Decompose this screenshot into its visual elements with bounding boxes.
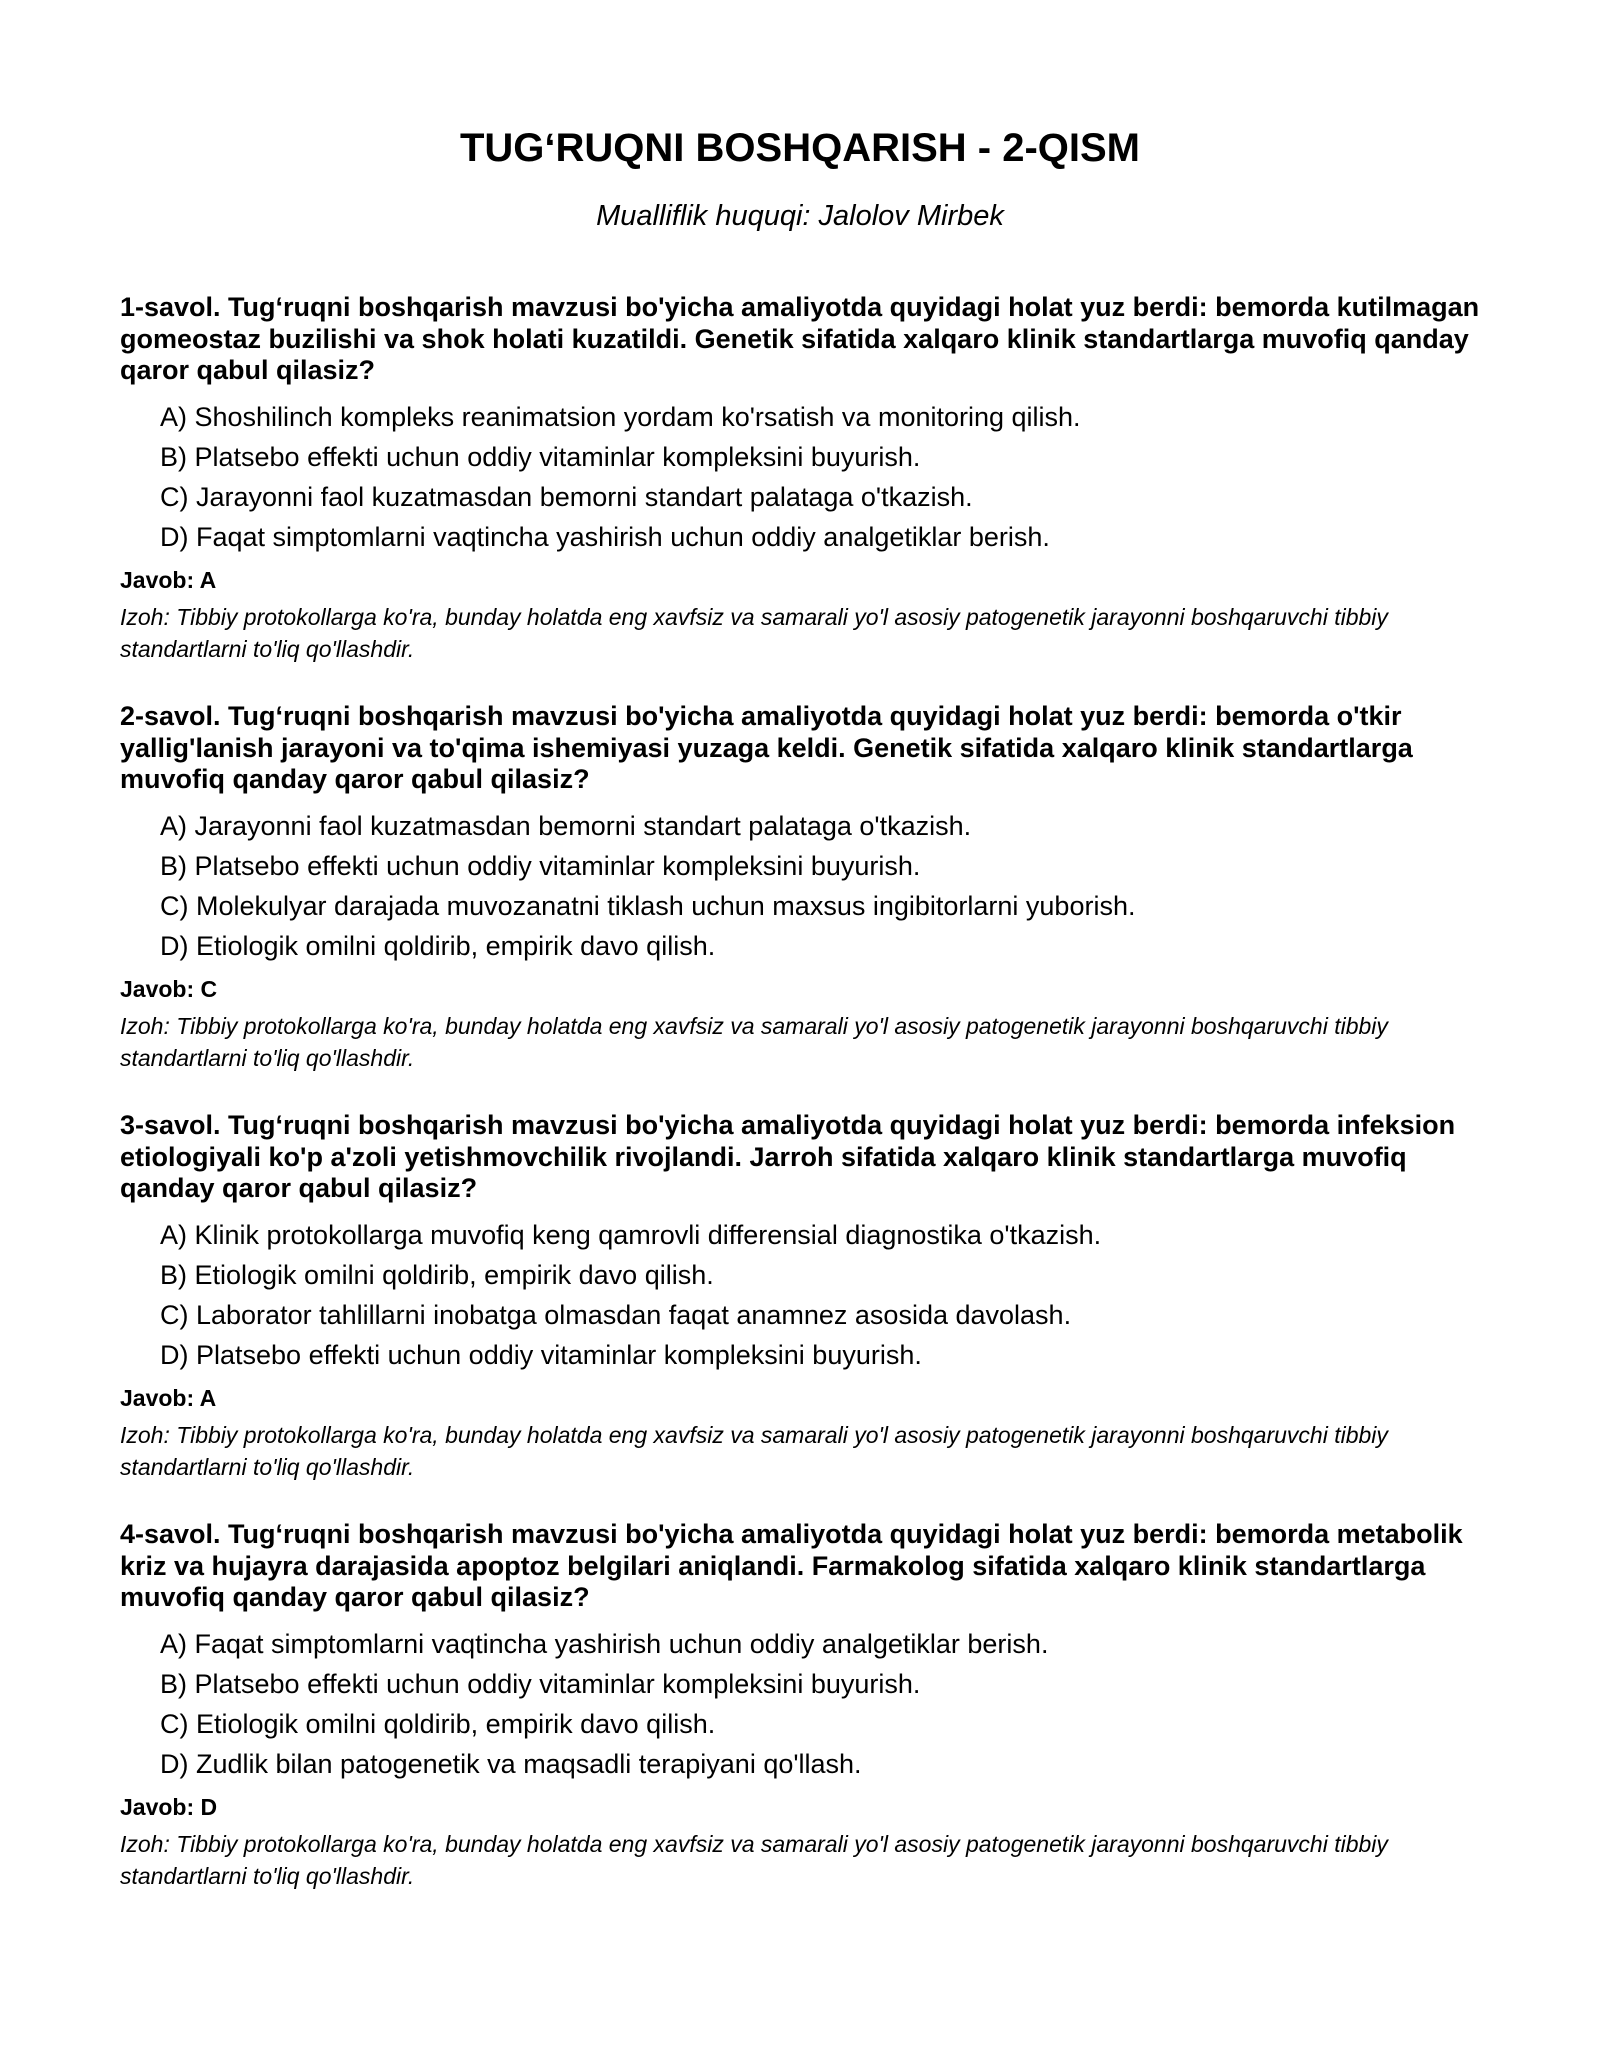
question-text: 3-savol. Tug‘ruqni boshqarish mavzusi bo'yicha amaliyotda quyidagi holat yuz berdi: bemorda infeksion etiologiyali ko'p a'zoli yetishmovchilik rivojlandi. Jarroh sifatida xalqaro klinik standartlarga muvofiq qanday qaror qabul qilasiz? xyxy=(120,1110,1456,1203)
option-c: C) Jarayonni faol kuzatmasdan bemorni standart palataga o'tkazish. xyxy=(160,481,973,512)
option-d: D) Platsebo effekti uchun oddiy vitaminlar kompleksini buyurish. xyxy=(160,1339,922,1370)
option-c: C) Molekulyar darajada muvozanatni tiklash uchun maxsus ingibitorlarni yuborish. xyxy=(160,890,1136,921)
option-b: B) Platsebo effekti uchun oddiy vitaminlar kompleksini buyurish. xyxy=(160,1668,921,1699)
question-4 xyxy=(120,1519,1480,1892)
document-subtitle: Mualliflik huquqi: Jalolov Mirbek xyxy=(596,200,1004,232)
question-2 xyxy=(120,701,1480,1074)
answer: Javob: A xyxy=(120,1384,217,1411)
answer: Javob: D xyxy=(120,1793,218,1820)
option-a: A) Faqat simptomlarni vaqtincha yashirish uchun oddiy analgetiklar berish. xyxy=(160,1628,1049,1659)
option-a: A) Jarayonni faol kuzatmasdan bemorni standart palataga o'tkazish. xyxy=(160,810,972,841)
question-3 xyxy=(120,1110,1480,1483)
option-c: C) Laborator tahlillarni inobatga olmasdan faqat anamnez asosida davolash. xyxy=(160,1299,1072,1330)
answer: Javob: C xyxy=(120,975,218,1002)
question-text: 2-savol. Tug‘ruqni boshqarish mavzusi bo'yicha amaliyotda quyidagi holat yuz berdi: bemorda o'tkir yallig'lanish jarayoni va to'qima ishemiyasi yuzaga keldi. Genetik sifatida xalqaro klinik standartlarga muvofiq qanday qaror qabul qilasiz? xyxy=(120,701,1413,794)
explanation-note: Izoh: Tibbiy protokollarga ko'ra, bunday holatda eng xavfsiz va samarali yo'l asosiy patogenetik jarayonni boshqaruvchi tibbiy standartlarni to'liq qo'llashdir. xyxy=(120,1421,1388,1480)
option-b: B) Platsebo effekti uchun oddiy vitaminlar kompleksini buyurish. xyxy=(160,441,921,472)
option-a: A) Klinik protokollarga muvofiq keng qamrovli differensial diagnostika o'tkazish. xyxy=(160,1219,1102,1250)
option-b: B) Platsebo effekti uchun oddiy vitaminlar kompleksini buyurish. xyxy=(160,850,921,881)
option-c: C) Etiologik omilni qoldirib, empirik davo qilish. xyxy=(160,1708,716,1739)
option-a: A) Shoshilinch kompleks reanimatsion yordam ko'rsatish va monitoring qilish. xyxy=(160,401,1081,432)
question-1 xyxy=(120,292,1480,665)
question-text: 4-savol. Tug‘ruqni boshqarish mavzusi bo'yicha amaliyotda quyidagi holat yuz berdi: bemorda metabolik kriz va hujayra darajasida apoptoz belgilari aniqlandi. Farmakolog sifatida xalqaro klinik standartlarga muvofiq qanday qaror qabul qilasiz? xyxy=(120,1519,1463,1612)
question-text: 1-savol. Tug‘ruqni boshqarish mavzusi bo'yicha amaliyotda quyidagi holat yuz berdi: bemorda kutilmagan gomeostaz buzilishi va shok holati kuzatildi. Genetik sifatida xalqaro klinik standartlarga muvofiq qanday qaror qabul qilasiz? xyxy=(120,292,1480,385)
explanation-note: Izoh: Tibbiy protokollarga ko'ra, bunday holatda eng xavfsiz va samarali yo'l asosiy patogenetik jarayonni boshqaruvchi tibbiy standartlarni to'liq qo'llashdir. xyxy=(120,1012,1388,1071)
option-d: D) Zudlik bilan patogenetik va maqsadli terapiyani qo'llash. xyxy=(160,1748,862,1779)
option-b: B) Etiologik omilni qoldirib, empirik davo qilish. xyxy=(160,1259,714,1290)
document-title: TUG‘RUQNI BOSHQARISH - 2-QISM xyxy=(459,126,1141,170)
explanation-note: Izoh: Tibbiy protokollarga ko'ra, bunday holatda eng xavfsiz va samarali yo'l asosiy patogenetik jarayonni boshqaruvchi tibbiy standartlarni to'liq qo'llashdir. xyxy=(120,1830,1388,1889)
options-list xyxy=(120,1624,1480,1784)
options-list xyxy=(120,806,1480,966)
options-list xyxy=(120,1215,1480,1375)
option-d: D) Faqat simptomlarni vaqtincha yashirish uchun oddiy analgetiklar berish. xyxy=(160,521,1050,552)
explanation-note: Izoh: Tibbiy protokollarga ko'ra, bunday holatda eng xavfsiz va samarali yo'l asosiy patogenetik jarayonni boshqaruvchi tibbiy standartlarni to'liq qo'llashdir. xyxy=(120,603,1388,662)
options-list xyxy=(120,397,1480,557)
answer: Javob: A xyxy=(120,566,217,593)
option-d: D) Etiologik omilni qoldirib, empirik davo qilish. xyxy=(160,930,716,961)
